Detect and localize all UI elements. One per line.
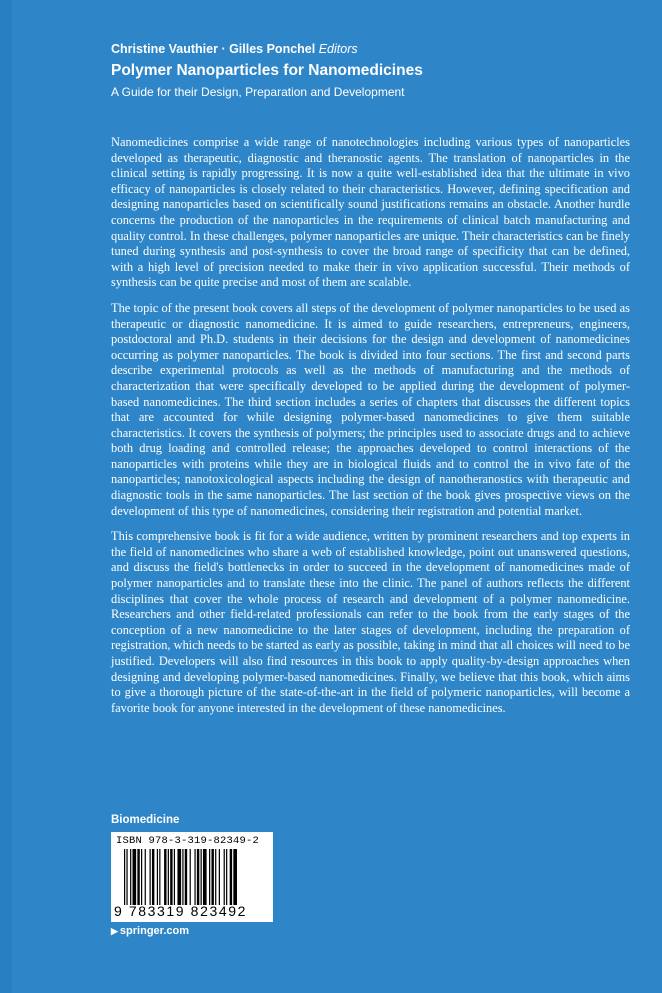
- publisher-link[interactable]: [111, 925, 189, 937]
- editors-role: Editors: [318, 42, 358, 56]
- blurb: [111, 135, 630, 726]
- barcode-digits: 9 783319 823492: [114, 903, 247, 919]
- barcode-bar: [215, 849, 216, 905]
- barcode-bar: [124, 849, 125, 905]
- editor-names: Christine Vauthier · Gilles Ponchel: [111, 42, 316, 56]
- footer: [111, 813, 311, 827]
- book-subtitle: A Guide for their Design, Preparation and Development: [111, 85, 405, 99]
- barcode-bar: [130, 849, 131, 905]
- barcode-bar: [150, 849, 151, 905]
- barcode-bar: [141, 849, 142, 905]
- barcode-bar: [233, 849, 237, 905]
- editors-line: [111, 41, 631, 57]
- isbn-barcode: [111, 832, 273, 922]
- book-title: Polymer Nanoparticles for Nanomedicines: [111, 62, 423, 79]
- barcode-bar: [230, 849, 232, 905]
- subject-category: Biomedicine: [111, 814, 180, 826]
- barcode-bar: [177, 849, 181, 905]
- barcode-bar: [197, 849, 199, 905]
- barcode-bar: [203, 849, 207, 905]
- blurb-paragraph: Nanomedicines comprise a wide range of nanotechnologies including various types of nanoparticles developed as therapeutic, diagnostic and theranostic agents. The translation of nanoparticles in the clinical setting is rapidly progressing. It is now a quite well-established idea that the ultimate in vivo efficacy of nanoparticles is closely related to their characteristics. However, defining specification and designing nanoparticles based on scientifically sound justifications remains an obstacle. Another hurdle concerns the production of the nanoparticles in the requirements of clinical batch manufacturing and quality control. In these challenges, polymer nanoparticles are unique. Their characteristics can be finely tuned during synthesis and post-synthesis to cover the broad range of specificity that can be defined, with a high level of precision needed to make their in vivo application successful. Their methods of synthesis can be quite precise and most of them are scalable.: [111, 135, 630, 290]
- blurb-paragraph: The topic of the present book covers all steps of the development of polymer nanoparticles to be used as therapeutic or diagnostic nanomedicine. It is aimed to guide researchers, entrepreneurs, engineers, postdoctoral and Ph.D. students in their decisions for the design and development of nanomedicines occurring as polymer nanoparticles. The book is divided into four sections. The first and second parts describe experimental protocols as well as the methods of manufacturing and the methods of characterization that were specifically developed to be applied during the development of polymer-based nanomedicines. The third section includes a series of chapters that discusses the different topics that are accounted for while designing polymer-based nanomedicines to give them suitable characteristics. It covers the synthesis of polymers; the principles used to associate drugs and to achieve both drug loading and controlled release; the approaches developed to control interactions of the nanoparticles with proteins while they are in biological fluids and to control the in vivo fate of the nanoparticles; nanotoxicological aspects including the design of nanotheranostics with therapeutic and diagnostic tools in the same nanoparticles. The last section of the book gives prospective views on the development of this type of nanomedicines, considering their registration and potential market.: [111, 300, 630, 518]
- barcode-bar: [211, 849, 213, 905]
- barcode-bar: [159, 849, 160, 905]
- spine-edge: [0, 0, 12, 993]
- barcode-bar: [224, 849, 225, 905]
- publisher-url: springer.com: [119, 925, 189, 937]
- barcode-bar: [219, 849, 220, 905]
- barcode-bar: [152, 849, 154, 905]
- barcode-bar: [226, 849, 227, 905]
- barcode-bar: [185, 849, 187, 905]
- barcode-bar: [137, 849, 139, 905]
- isbn-label: ISBN 978-3-319-82349-2: [116, 835, 260, 847]
- barcode-bar: [145, 849, 146, 905]
- barcode-bar: [168, 849, 169, 905]
- barcode-bar: [194, 849, 195, 905]
- barcode-bar: [201, 849, 202, 905]
- blurb-paragraph: This comprehensive book is fit for a wide audience, written by prominent researchers and top experts in the field of nanomedicines who share a web of established knowledge, point out unanswered questions, and discuss the field's bottlenecks in order to succeed in the development of nanomedicines made of polymer nanoparticles and to translate these into the clinic. The panel of authors reflects the different disciplines that cover the whole process of research and development of a polymer nanomedicine. Researchers and other field-related professionals can refer to the book from the early stages of the conception of a new nanomedicine to the later stages of development, including the preparation of registration, which needs to be started as early as possible, taking in mind that all choices will need to be justified. Developers will also find resources in this book to apply quality-by-design approaches when designing and developing polymer-based nanomedicines. Finally, we believe that this book, which aims to give a thorough picture of the state-of-the-art in the field of polymeric nanoparticles, will become a favorite book for anyone interested in the development of these nanomedicines.: [111, 529, 630, 715]
- cover-header: [111, 41, 631, 100]
- barcode-bars: [124, 849, 274, 905]
- barcode-bar: [174, 849, 175, 905]
- barcode-bar: [190, 849, 191, 905]
- barcode-bar: [164, 849, 166, 905]
- barcode-bar: [133, 849, 137, 905]
- barcode-bar: [126, 849, 127, 905]
- barcode-bar: [182, 849, 183, 905]
- barcode-bar: [157, 849, 158, 905]
- barcode-bar: [170, 849, 172, 905]
- barcode-bar: [209, 849, 210, 905]
- triangle-right-icon: ▶: [111, 926, 118, 936]
